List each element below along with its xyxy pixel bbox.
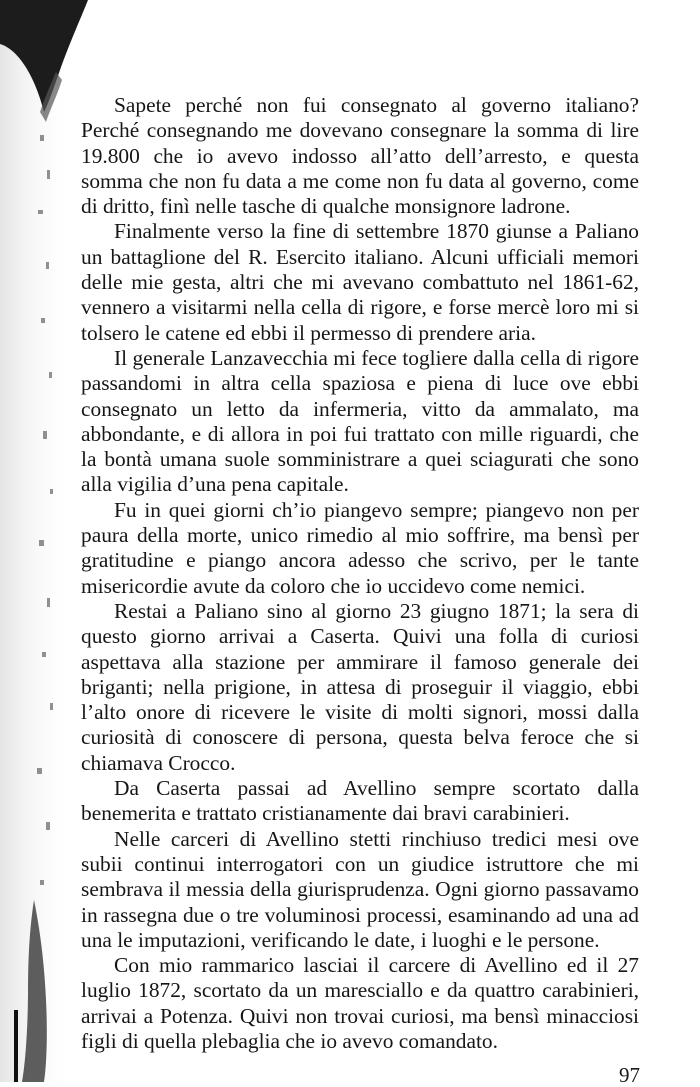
paragraph: Finalmente verso la fine di settembre 1870 giunse a Paliano un battaglione del R. Esercito italiano. Alcuni ufficiali memori delle mie gesta, altri che mi avevano combattuto nel 1861-62, vennero a visitarmi nella cella di rigore, e forse mercè loro mi si tolsero le catene ed ebbi il permesso di prendere aria. bbox=[81, 219, 639, 345]
paragraph: Il generale Lanzavecchia mi fece togliere dalla cella di rigore passandomi in altra cella spaziosa e piena di luce ove ebbi consegnato un letto da infermeria, vitto da ammalato, ma abbondante, e di allora in poi fui trattato con mille riguardi, che la bontà umana suole somministrare a quei sciagurati che sono alla vigilia d’una pena capitale. bbox=[81, 345, 639, 497]
paragraph: Sapete perché non fui consegnato al governo italiano? Perché consegnando me dovevano consegnare la somma di lire 19.800 che io avevo indosso all’atto dell’arresto, e questa somma che non fu data a me come non fu data al governo, come di dritto, finì nelle tasche di qualche monsignore ladrone. bbox=[81, 93, 639, 219]
paragraph: Restai a Paliano sino al giorno 23 giugno 1871; la sera di questo giorno arrivai a Caserta. Quivi una folla di curiosi aspettava alla stazione per ammirare il famoso generale dei briganti; nella prigione, in attesa di proseguir il viaggio, ebbi l’alto onore di ricevere le visite di molti signori, mossi dalla curiosità di conoscere di persona, questa belva feroce che si chiamava Crocco. bbox=[81, 598, 639, 775]
paragraph: Da Caserta passai ad Avellino sempre scortato dalla benemerita e trattato cristianamente dai bravi carabinieri. bbox=[81, 776, 639, 826]
paragraph: Con mio rammarico lasciai il carcere di Avellino ed il 27 luglio 1872, scortato da un maresciallo e da quattro carabinieri, arrivai a Potenza. Quivi non trovai curiosi, ma bensì minacciosi figli di quella plebaglia che io avevo comandato. bbox=[81, 953, 639, 1053]
paragraph: Fu in quei giorni ch’io piangevo sempre; piangevo non per paura della morte, unico rimedio al mio soffrire, ma bensì per gratitudine e piango ancora adesso che scrivo, per le tante misericordie avute da coloro che io uccidevo come nemici. bbox=[81, 497, 639, 598]
body-text bbox=[81, 93, 639, 1054]
page-number: 97 bbox=[619, 1063, 640, 1087]
paragraph: Nelle carceri di Avellino stetti rinchiuso tredici mesi ove subii continui interrogatori con un giudice istruttore che mi sembrava il messia della giurisprudenza. Ogni giorno passavamo in rassegna due o tre voluminosi processi, esaminando ad una ad una le imputazioni, verificando le date, i luoghi e le persone. bbox=[81, 826, 639, 952]
